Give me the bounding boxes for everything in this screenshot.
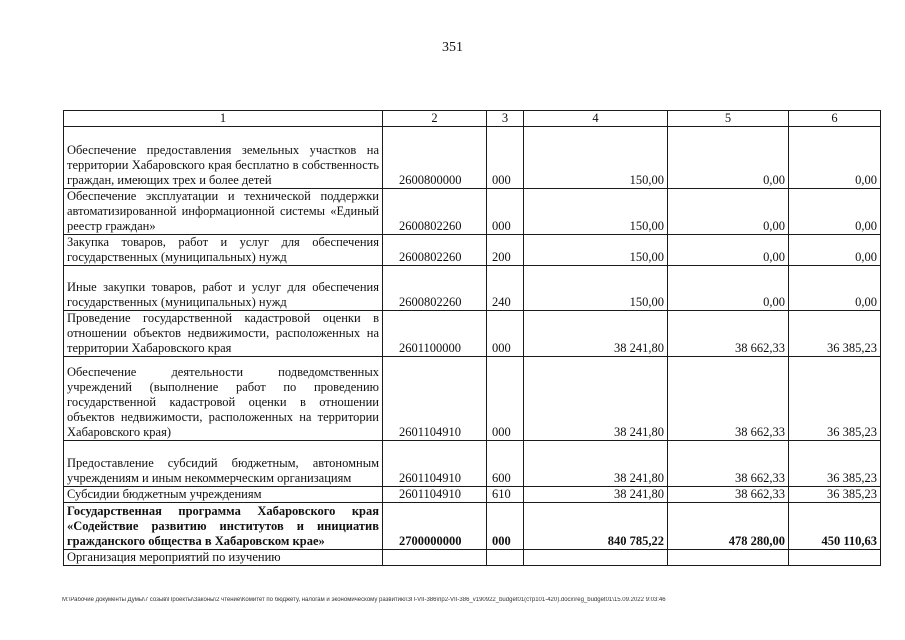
- row-type-cell: 000: [487, 503, 524, 550]
- row-amount-2-cell: 38 662,33: [668, 441, 789, 487]
- row-amount-3-cell: 0,00: [789, 235, 881, 266]
- row-amount-1-cell: 38 241,80: [524, 441, 668, 487]
- document-path-footer: M:\Рабочие документы Думы\7 созыв\Проекты\Законы\2 чтение\Комитет по бюджету, налогам и экономическому развитию\ЗП-VII-386\пр2-VII-386_v190922_budget01(стр101-420).docx\reg_budget01\15.09.2022 9:03:46: [62, 597, 666, 603]
- row-amount-2-cell: 478 280,00: [668, 503, 789, 550]
- table-row: [64, 441, 881, 487]
- row-amount-1-cell: 150,00: [524, 189, 668, 235]
- header-col-4: 4: [524, 111, 668, 127]
- row-code-cell: 2600802260: [383, 189, 487, 235]
- row-type-cell: 200: [487, 235, 524, 266]
- row-name-cell: Проведение государственной кадастровой оценки в отношении объектов недвижимости, расположенных на территории Хабаровского края: [64, 311, 383, 357]
- row-amount-1-cell: 38 241,80: [524, 487, 668, 503]
- row-type-cell: [487, 550, 524, 566]
- row-type-cell: 240: [487, 266, 524, 311]
- row-amount-1-cell: [524, 550, 668, 566]
- row-code-cell: 2601104910: [383, 441, 487, 487]
- header-col-6: 6: [789, 111, 881, 127]
- row-type-cell: 000: [487, 357, 524, 441]
- row-type-cell: 000: [487, 189, 524, 235]
- row-name-cell: Предоставление субсидий бюджетным, автономным учреждениям и иным некоммерческим организациям: [64, 441, 383, 487]
- row-amount-2-cell: 0,00: [668, 127, 789, 189]
- row-code-cell: 2601104910: [383, 487, 487, 503]
- row-amount-2-cell: 38 662,33: [668, 311, 789, 357]
- table-row: [64, 235, 881, 266]
- table-row: [64, 127, 881, 189]
- row-amount-3-cell: 0,00: [789, 189, 881, 235]
- page-number: 351: [442, 40, 463, 55]
- row-name-cell: Субсидии бюджетным учреждениям: [64, 487, 383, 503]
- row-code-cell: 2600800000: [383, 127, 487, 189]
- row-amount-1-cell: 150,00: [524, 235, 668, 266]
- row-amount-3-cell: 450 110,63: [789, 503, 881, 550]
- table-row: [64, 550, 881, 566]
- row-type-cell: 610: [487, 487, 524, 503]
- row-name-cell: Организация мероприятий по изучению: [64, 550, 383, 566]
- row-amount-3-cell: 0,00: [789, 266, 881, 311]
- row-name-cell: Обеспечение эксплуатации и технической поддержки автоматизированной информационной системы «Единый реестр граждан»: [64, 189, 383, 235]
- row-code-cell: 2601100000: [383, 311, 487, 357]
- header-col-1: 1: [64, 111, 383, 127]
- budget-table: [63, 110, 881, 566]
- row-amount-2-cell: 0,00: [668, 235, 789, 266]
- row-type-cell: 600: [487, 441, 524, 487]
- header-col-5: 5: [668, 111, 789, 127]
- row-amount-2-cell: 38 662,33: [668, 487, 789, 503]
- row-amount-1-cell: 840 785,22: [524, 503, 668, 550]
- row-amount-2-cell: [668, 550, 789, 566]
- row-code-cell: 2700000000: [383, 503, 487, 550]
- header-col-3: 3: [487, 111, 524, 127]
- row-name-cell: Обеспечение предоставления земельных участков на территории Хабаровского края бесплатно в собственность граждан, имеющих трех и более детей: [64, 127, 383, 189]
- row-name-cell: Обеспечение деятельности подведомственных учреждений (выполнение работ по проведению государственной кадастровой оценки в отношении объектов недвижимости, расположенных на территории Хабаровского края): [64, 357, 383, 441]
- budget-table-body: [64, 111, 881, 566]
- row-amount-1-cell: 150,00: [524, 127, 668, 189]
- table-row: [64, 311, 881, 357]
- row-name-cell: Закупка товаров, работ и услуг для обеспечения государственных (муниципальных) нужд: [64, 235, 383, 266]
- row-type-cell: 000: [487, 311, 524, 357]
- row-amount-3-cell: 36 385,23: [789, 487, 881, 503]
- row-amount-2-cell: 0,00: [668, 189, 789, 235]
- table-row: [64, 189, 881, 235]
- table-row: [64, 503, 881, 550]
- row-amount-1-cell: 38 241,80: [524, 311, 668, 357]
- row-code-cell: 2601104910: [383, 357, 487, 441]
- row-amount-2-cell: 0,00: [668, 266, 789, 311]
- row-amount-1-cell: 150,00: [524, 266, 668, 311]
- table-header-row: [64, 111, 881, 127]
- row-amount-1-cell: 38 241,80: [524, 357, 668, 441]
- row-code-cell: 2600802260: [383, 266, 487, 311]
- row-amount-3-cell: [789, 550, 881, 566]
- row-name-cell: Государственная программа Хабаровского края «Содействие развитию институтов и инициатив гражданского общества в Хабаровском крае»: [64, 503, 383, 550]
- table-row: [64, 487, 881, 503]
- row-code-cell: 2600802260: [383, 235, 487, 266]
- row-amount-3-cell: 36 385,23: [789, 441, 881, 487]
- row-name-cell: Иные закупки товаров, работ и услуг для обеспечения государственных (муниципальных) нужд: [64, 266, 383, 311]
- row-amount-3-cell: 36 385,23: [789, 357, 881, 441]
- row-code-cell: [383, 550, 487, 566]
- table-row: [64, 266, 881, 311]
- row-type-cell: 000: [487, 127, 524, 189]
- row-amount-3-cell: 0,00: [789, 127, 881, 189]
- row-amount-2-cell: 38 662,33: [668, 357, 789, 441]
- header-col-2: 2: [383, 111, 487, 127]
- table-row: [64, 357, 881, 441]
- row-amount-3-cell: 36 385,23: [789, 311, 881, 357]
